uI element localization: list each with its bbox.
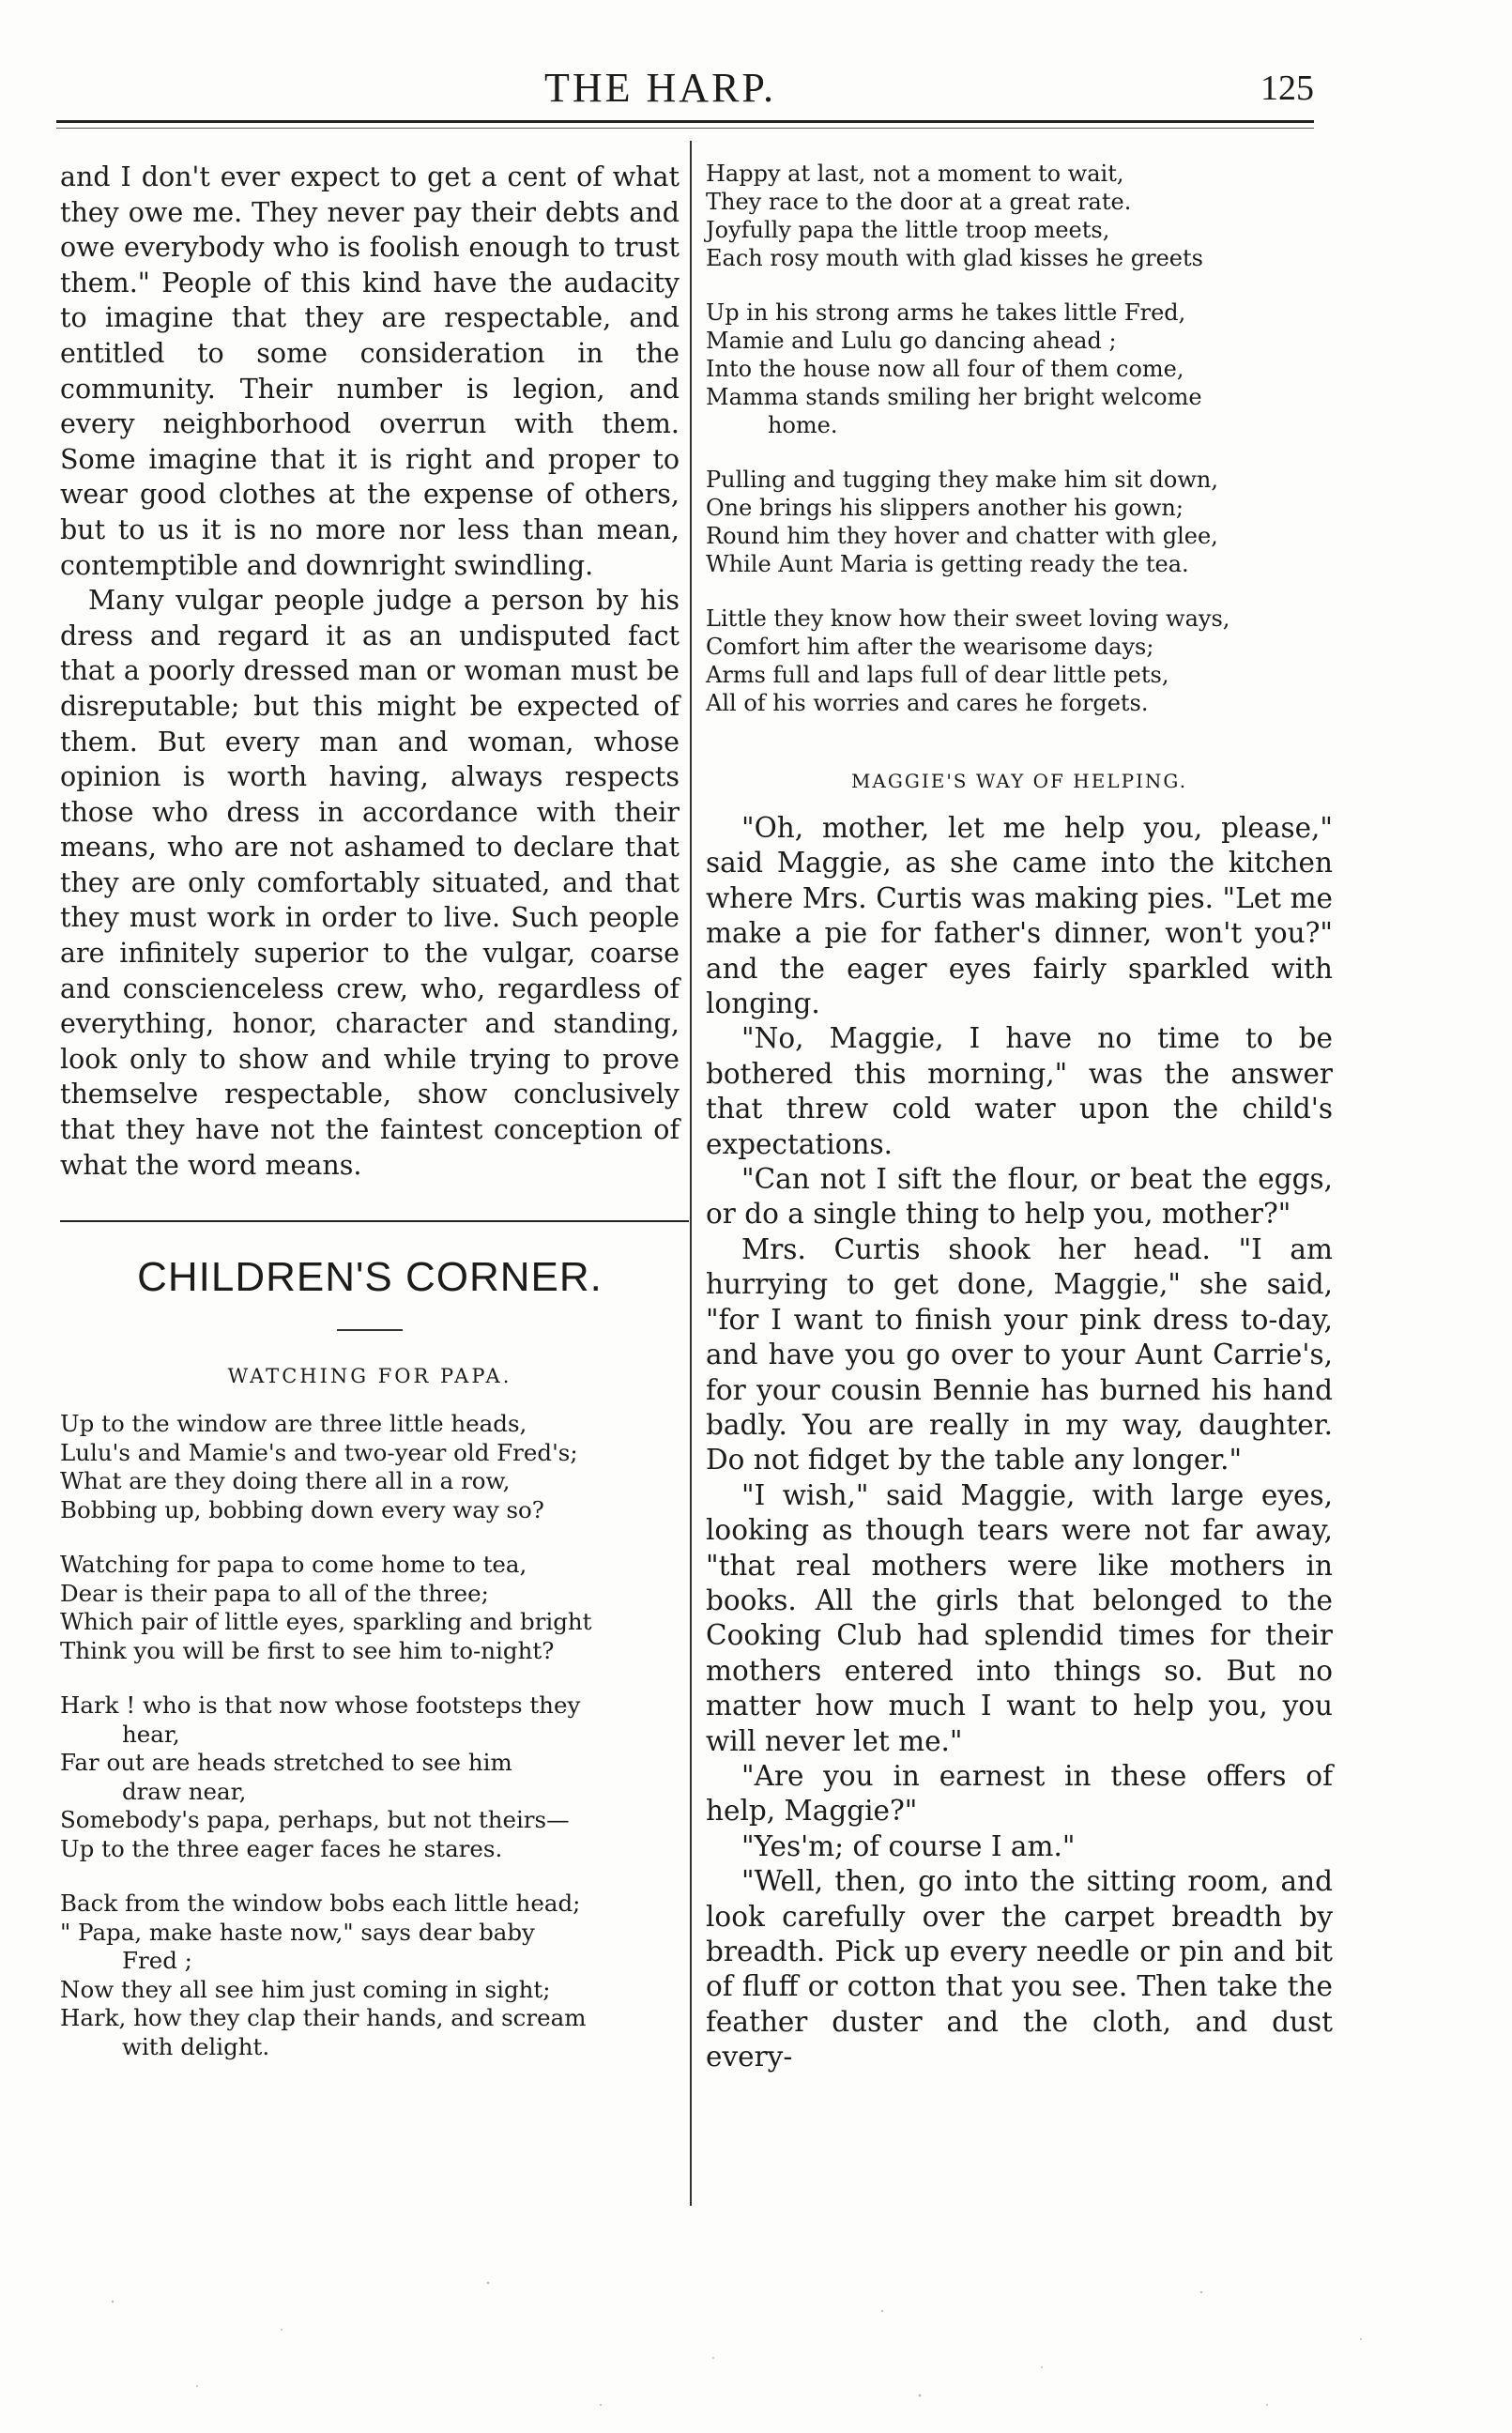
poem-line: What are they doing there all in a row, <box>60 1467 511 1495</box>
poem-line: Up to the three eager faces he stares. <box>60 1834 503 1862</box>
header-rule <box>56 120 1314 123</box>
section-title: CHILDREN'S CORNER. <box>137 1254 603 1301</box>
poem-line: Little they know how their sweet loving ways, <box>706 605 1230 632</box>
poem-line: They race to the door at a great rate. <box>706 189 1132 215</box>
poem-line: Up in his strong arms he takes little Fred, <box>706 299 1186 326</box>
story-paragraph: "Can not I sift the flour, or beat the eggs, or do a single thing to help you, mother?" <box>706 1163 1333 1231</box>
poem-line: draw near, <box>122 1777 247 1805</box>
poem-line: Up to the window are three little heads, <box>60 1410 527 1438</box>
poem-line: Now they all see him just coming in sight; <box>60 1975 551 2003</box>
poem-line: " Papa, make haste now," says dear baby <box>60 1918 535 1946</box>
story-paragraph: "Oh, mother, let me help you, please," said Maggie, as she came into the kitchen where Mrs. Curtis was making pies. "Let me make a pie for father's dinner, won't you?" and the eager eyes fairly sparkled with longing. <box>706 812 1333 1020</box>
story-body <box>706 811 1333 2075</box>
poem-line: Mamie and Lulu go dancing ahead ; <box>706 328 1117 354</box>
stanza <box>60 1551 680 1665</box>
story-paragraph: "Yes'm; of course I am." <box>741 1829 1076 1862</box>
column-divider <box>690 141 692 2206</box>
page-header <box>56 58 1314 124</box>
poem-line: Happy at last, not a moment to wait, <box>706 161 1124 187</box>
poem-line: Think you will be first to see him to-night? <box>60 1636 555 1664</box>
story-paragraph: Mrs. Curtis shook her head. "I am hurrying to get done, Maggie," she said, "for I want to finish your pink dress to-day, and have you go over to your Aunt Carrie's, for your cousin Bennie has burned his hand badly. You are really in my way, daughter. Do not fidget by the table any longer." <box>706 1232 1333 1477</box>
poem-line: Fred ; <box>122 1947 192 1975</box>
paper-speckle <box>0 2245 1512 2433</box>
section-rule <box>60 1220 689 1222</box>
poem-line: Arms full and laps full of dear little pets, <box>706 662 1169 688</box>
poem-line: Bobbing up, bobbing down every way so? <box>60 1495 544 1523</box>
poem-line: Far out are heads stretched to see him <box>60 1749 512 1777</box>
poem-left <box>60 1410 680 2061</box>
poem-line: One brings his slippers another his gown; <box>706 495 1184 521</box>
poem-line: Into the house now all four of them come, <box>706 356 1184 382</box>
poem-line: While Aunt Maria is getting ready the tea. <box>706 551 1189 577</box>
header-rule-thin <box>56 128 1314 129</box>
page-number: 125 <box>1260 69 1314 108</box>
stanza <box>60 1691 680 1863</box>
poem-line: Dear is their papa to all of the three; <box>60 1579 489 1607</box>
poem-title: WATCHING FOR PAPA. <box>227 1365 512 1388</box>
poem-line: Mamma stands smiling her bright welcome <box>706 384 1202 410</box>
poem-line: Comfort him after the wearisome days; <box>706 634 1154 660</box>
poem-line: home. <box>768 412 838 438</box>
poem-line: Watching for papa to come home to tea, <box>60 1551 527 1579</box>
poem-line: Hark, how they clap their hands, and scream <box>60 2004 587 2032</box>
stanza <box>60 1890 680 2061</box>
poem-line: Back from the window bobs each little head; <box>60 1890 581 1918</box>
story-paragraph: "No, Maggie, I have no time to be bothered this morning," was the answer that threw cold water upon the child's expectations. <box>706 1022 1333 1160</box>
running-title: THE HARP. <box>544 65 777 111</box>
story-paragraph: "Are you in earnest in these offers of help, Maggie?" <box>706 1759 1333 1828</box>
poem-line: Which pair of little eyes, sparkling and bright <box>60 1608 592 1636</box>
essay-paragraph: and I don't ever expect to get a cent of what they owe me. They never pay their debts and owe everybody who is foolish enough to trust them." People of this kind have the audacity to imagine that they are respectable, and entitled to some consideration in the community. Their number is legion, and every neighborhood overrun with them. Some imagine that it is right and proper to wear good clothes at the expense of others, but to us it is no more nor less than mean, contemptible and downright swindling. <box>60 161 680 581</box>
stanza <box>706 160 1333 272</box>
poem-line: Somebody's papa, perhaps, but not theirs— <box>60 1806 570 1834</box>
essay-paragraph: Many vulgar people judge a person by his dress and regard it as an undisputed fact that a poorly dressed man or woman must be disreputable; but this might be expected of them. But every man and woman, whose opinion is worth having, always respects those who dress in accordance with their means, who are not ashamed to declare that they are only comfortably situated, and that they must work in order to live. Such people are infinitely superior to the vulgar, coarse and conscienceless crew, who, regardless of everything, honor, character and standing, look only to show and while trying to prove themselve respectable, show conclusively that they have not the faintest conception of what the word means. <box>60 585 680 1181</box>
stanza <box>706 298 1333 439</box>
left-column <box>60 160 680 2088</box>
story <box>706 770 1333 2075</box>
poem-line: Each rosy mouth with glad kisses he greets <box>706 245 1203 271</box>
poem-line: Hark ! who is that now whose footsteps they <box>60 1691 581 1720</box>
poem-line: with delight. <box>122 2032 270 2060</box>
story-paragraph: "I wish," said Maggie, with large eyes, looking as though tears were not far away, "that real mothers were like mothers in books. All the girls that belonged to the Cooking Club had splendid times for their mothers entered into things so. But no matter how much I want to help you, you will never let me." <box>706 1478 1333 1757</box>
story-title: MAGGIE'S WAY OF HELPING. <box>850 770 1188 792</box>
stanza <box>60 1410 680 1524</box>
poem-continuation <box>706 160 1333 717</box>
short-rule <box>337 1329 403 1331</box>
poem-line: hear, <box>122 1720 180 1748</box>
story-paragraph: "Well, then, go into the sitting room, and look carefully over the carpet breadth by breadth. Pick up every needle or pin and bit of fluff or cotton that you see. Then take the feather duster and the cloth, and dust every- <box>706 1865 1333 2073</box>
stanza <box>706 604 1333 717</box>
poem-line: Round him they hover and chatter with glee, <box>706 523 1218 549</box>
poem-line: All of his worries and cares he forgets. <box>706 690 1149 716</box>
stanza <box>706 466 1333 578</box>
right-column <box>706 160 1333 2075</box>
poem-line: Pulling and tugging they make him sit down, <box>706 467 1218 493</box>
poem-line: Lulu's and Mamie's and two-year old Fred's; <box>60 1438 578 1466</box>
poem-line: Joyfully papa the little troop meets, <box>706 217 1110 243</box>
